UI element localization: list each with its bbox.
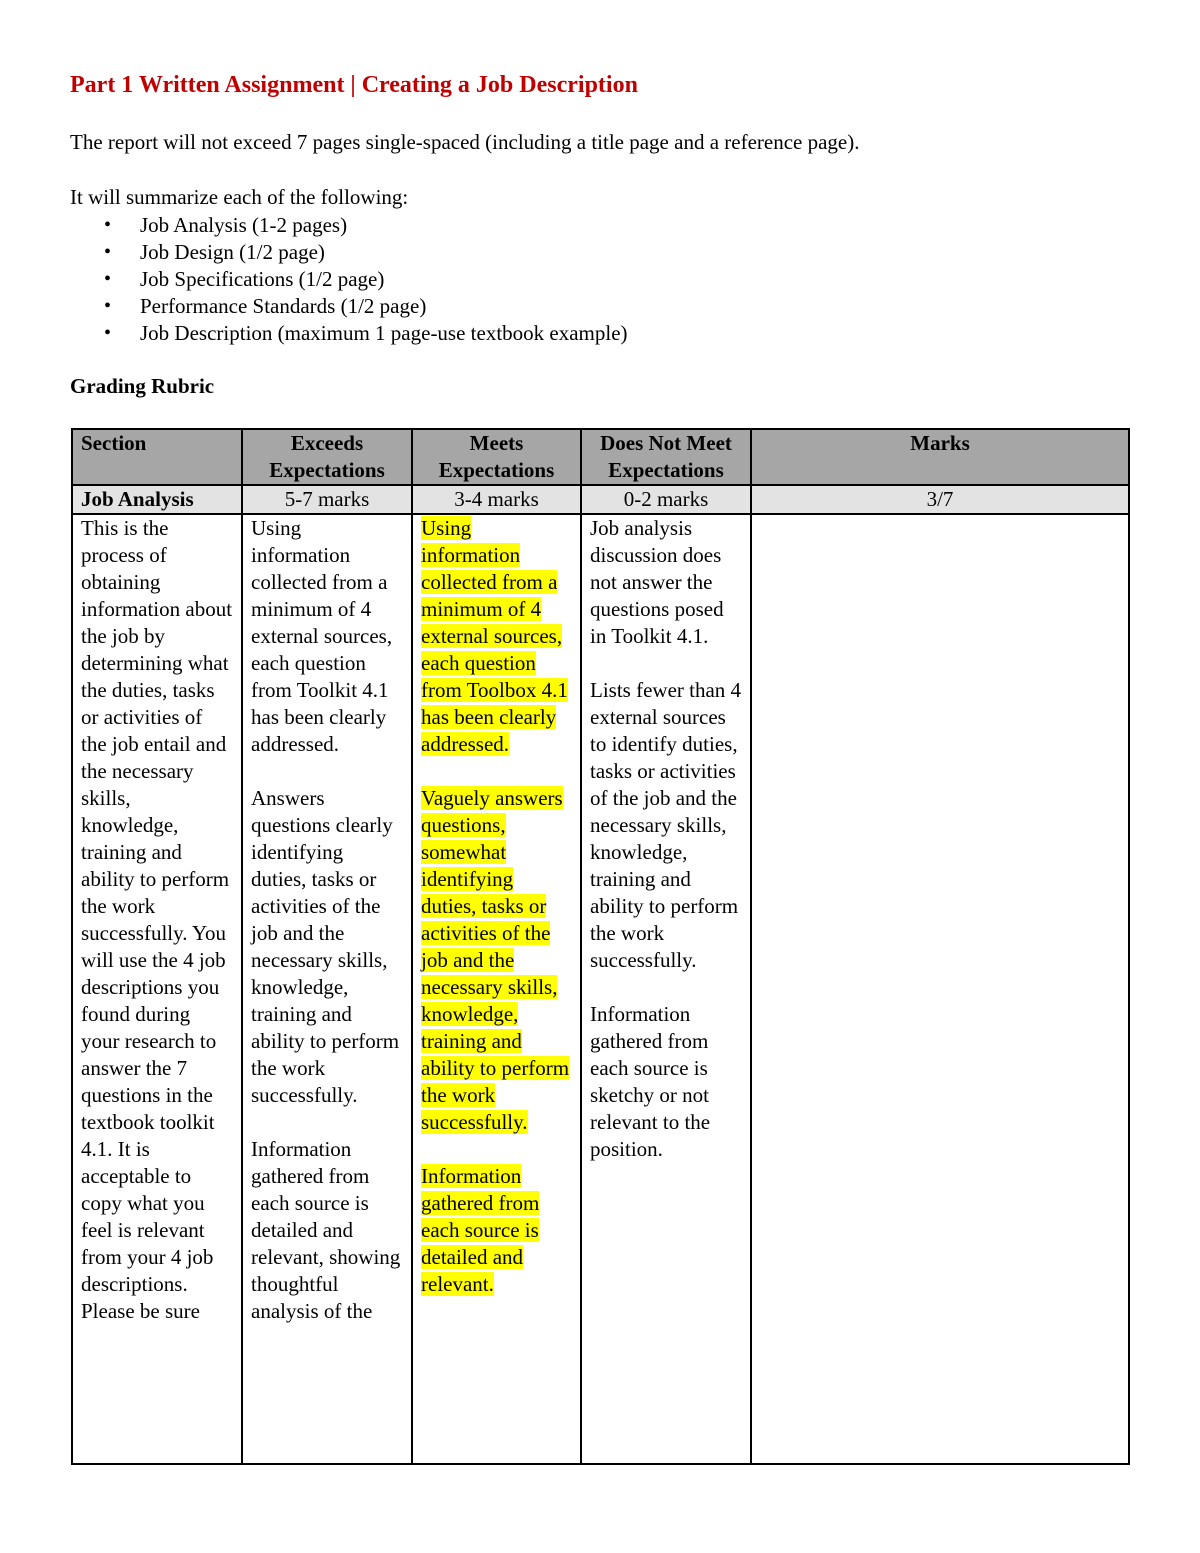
section-name: Job Analysis (72, 485, 242, 514)
rubric-heading: Grading Rubric (70, 374, 215, 398)
meets-paragraph-highlighted: Information gathered from each source is detailed and relevant. (421, 1164, 540, 1296)
bullet-icon: • (104, 268, 112, 290)
exceeds-paragraph: Information gathered from each source is detailed and relevant, showing thoughtful analysis of the (251, 1137, 401, 1323)
intro-text: The report will not exceed 7 pages single-spaced (including a title page and a reference page). (70, 130, 860, 154)
header-meets: Meets Expectations (412, 429, 581, 485)
section-marks-row (72, 485, 1129, 514)
criteria-row (72, 514, 1129, 1464)
does-not-meet-paragraph: Information gathered from each source is sketchy or not relevant to the position. (590, 1002, 711, 1161)
meets-marks: 3-4 marks (412, 485, 581, 514)
marks-comment-cell (751, 514, 1129, 1464)
header-row (72, 429, 1129, 485)
list-item: • Job Specifications (1/2 page) (104, 267, 385, 291)
does-not-meet-paragraph: Lists fewer than 4 external sources to identify duties, tasks or activities of the job and the necessary skills, knowledge, training and ability to perform the work successfully. (590, 678, 742, 972)
bullet-icon: • (104, 214, 112, 236)
list-item: • Performance Standards (1/2 page) (104, 294, 427, 318)
bullet-icon: • (104, 322, 112, 344)
bullet-icon: • (104, 241, 112, 263)
exceeds-paragraph: Using information collected from a minimum of 4 external sources, each question from Toolkit 4.1 has been clearly addressed. (251, 516, 393, 756)
does-not-meet-marks: 0-2 marks (581, 485, 751, 514)
does-not-meet-paragraph: Job analysis discussion does not answer the questions posed in Toolkit 4.1. (590, 516, 724, 648)
meets-criteria-cell (412, 514, 581, 1464)
header-does-not-meet: Does Not Meet Expectations (581, 429, 751, 485)
list-item: • Job Analysis (1-2 pages) (104, 213, 348, 237)
header-section: Section (72, 429, 242, 485)
exceeds-marks: 5-7 marks (242, 485, 412, 514)
requirements-list (70, 212, 628, 347)
list-item: • Job Design (1/2 page) (104, 240, 325, 264)
does-not-meet-criteria-cell (581, 514, 751, 1464)
awarded-marks: 3/7 (751, 485, 1129, 514)
meets-paragraph-highlighted: Vaguely answers questions, somewhat identifying duties, tasks or activities of the job and the necessary skills, knowledge, training and ability to perform the work successfully. (421, 786, 570, 1134)
bullet-icon: • (104, 295, 112, 317)
lead-text: It will summarize each of the following: (70, 185, 409, 209)
header-exceeds: Exceeds Expectations (242, 429, 412, 485)
document-title: Part 1 Written Assignment | Creating a Job Description (70, 72, 638, 98)
section-description: This is the process of obtaining information about the job by determining what the duties, tasks or activities of the job entail and the necessary skills, knowledge, training and ability to perform the work successfully. You will use the 4 job descriptions you found during your research to answer the 7 questions in the textbook toolkit 4.1. It is acceptable to copy what you feel is relevant from your 4 job descriptions. Please be sure (81, 516, 233, 1323)
section-description-cell (72, 514, 242, 1464)
list-item: • Job Description (maximum 1 page-use textbook example) (104, 321, 628, 345)
header-marks: Marks (751, 429, 1129, 485)
exceeds-paragraph: Answers questions clearly identifying duties, tasks or activities of the job and the necessary skills, knowledge, training and ability to perform the work successfully. (251, 786, 400, 1107)
meets-paragraph-highlighted: Using information collected from a minimum of 4 external sources, each question from Toolbox 4.1 has been clearly addressed. (421, 516, 568, 756)
grading-rubric-table (71, 428, 1130, 1465)
exceeds-criteria-cell (242, 514, 412, 1464)
